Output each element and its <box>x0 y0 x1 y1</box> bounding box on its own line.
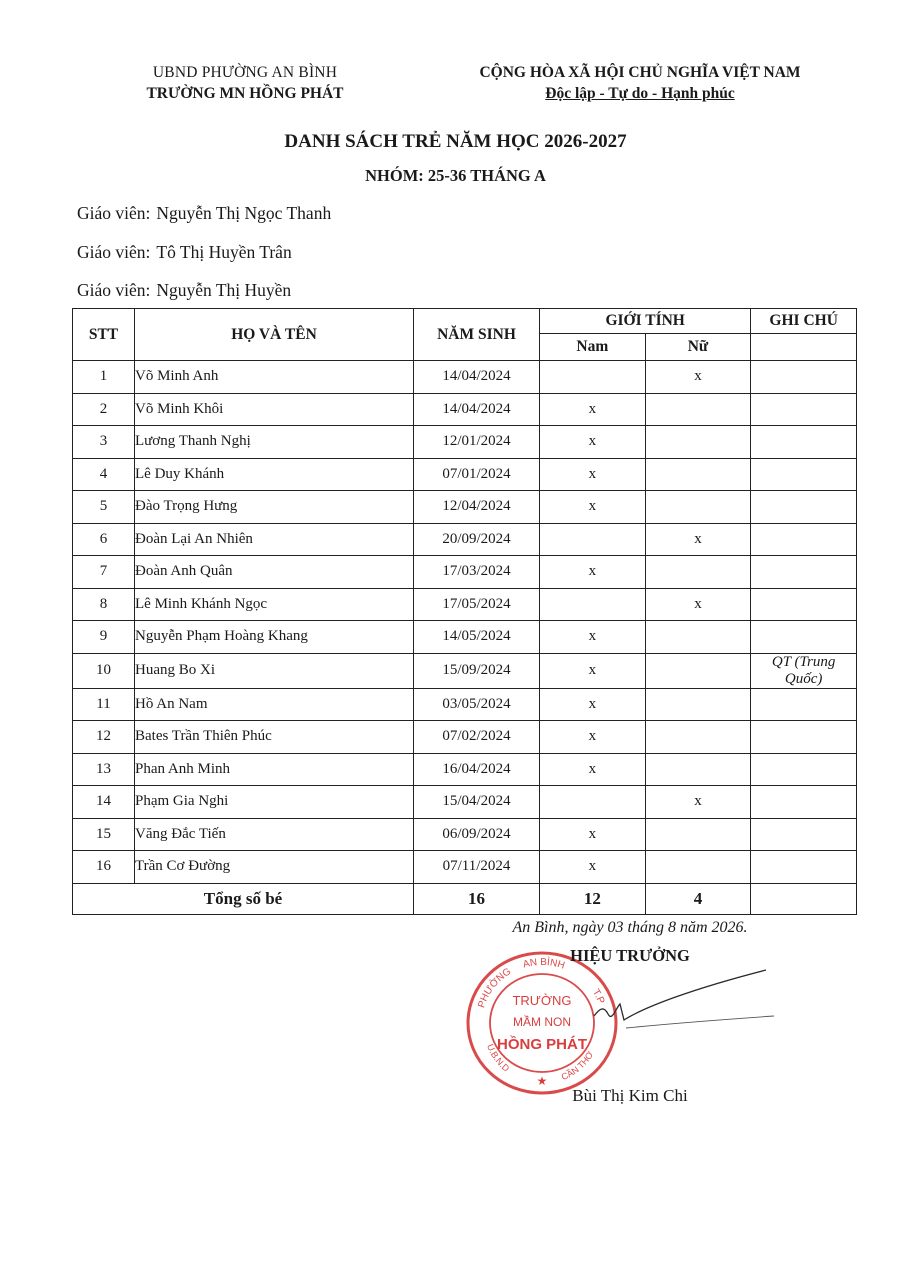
row-name: Phạm Gia Nghi <box>135 786 414 819</box>
teacher-name: Tô Thị Huyền Trân <box>156 242 292 262</box>
col-header-female: Nữ <box>645 334 751 361</box>
row-name: Bates Trần Thiên Phúc <box>135 721 414 754</box>
row-male <box>540 588 646 621</box>
table-row <box>73 588 857 621</box>
row-dob: 03/05/2024 <box>414 688 540 721</box>
row-name: Trần Cơ Đường <box>135 851 414 884</box>
table-row <box>73 818 857 851</box>
row-note <box>751 393 857 426</box>
teacher-line <box>77 203 337 224</box>
row-note <box>751 556 857 589</box>
total-label: Tổng số bé <box>73 883 414 914</box>
national-motto: Độc lập - Tự do - Hạnh phúc <box>545 85 735 102</box>
row-note <box>751 721 857 754</box>
teacher-name: Nguyễn Thị Ngọc Thanh <box>156 203 332 223</box>
row-female <box>645 688 751 721</box>
teacher-line <box>77 242 298 263</box>
principal-title: HIỆU TRƯỞNG <box>570 946 690 965</box>
row-stt: 10 <box>73 653 135 688</box>
row-dob: 14/05/2024 <box>414 621 540 654</box>
row-male: x <box>540 556 646 589</box>
row-female <box>645 393 751 426</box>
row-stt: 13 <box>73 753 135 786</box>
row-stt: 7 <box>73 556 135 589</box>
row-name: Đoàn Lại An Nhiên <box>135 523 414 556</box>
row-female <box>645 721 751 754</box>
total-female: 4 <box>645 883 751 914</box>
header-left <box>100 62 390 104</box>
country-name: CỘNG HÒA XÃ HỘI CHỦ NGHĨA VIỆT NAM <box>479 64 801 81</box>
row-name: Võ Minh Khôi <box>135 393 414 426</box>
row-male: x <box>540 458 646 491</box>
row-female: x <box>645 523 751 556</box>
row-male: x <box>540 426 646 459</box>
row-male <box>540 523 646 556</box>
row-female <box>645 621 751 654</box>
row-stt: 12 <box>73 721 135 754</box>
date-line: An Bình, ngày 03 tháng 8 năm 2026. <box>512 919 748 936</box>
group-subtitle: NHÓM: 25-36 THÁNG A <box>365 166 546 185</box>
row-note <box>751 621 857 654</box>
row-stt: 9 <box>73 621 135 654</box>
row-dob: 15/09/2024 <box>414 653 540 688</box>
table-row <box>73 621 857 654</box>
row-note: QT (Trung Quốc) <box>751 653 857 688</box>
row-female <box>645 753 751 786</box>
row-name: Nguyễn Phạm Hoàng Khang <box>135 621 414 654</box>
row-note <box>751 426 857 459</box>
row-male: x <box>540 491 646 524</box>
row-female <box>645 818 751 851</box>
row-dob: 12/01/2024 <box>414 426 540 459</box>
row-stt: 2 <box>73 393 135 426</box>
col-header-male: Nam <box>540 334 646 361</box>
star-icon: ★ <box>536 1074 548 1088</box>
row-dob: 17/05/2024 <box>414 588 540 621</box>
stamp-ring-bottom-right: CẦN THƠ <box>559 1049 596 1083</box>
table-row <box>73 721 857 754</box>
table-row <box>73 688 857 721</box>
table-row <box>73 426 857 459</box>
row-stt: 11 <box>73 688 135 721</box>
row-note <box>751 491 857 524</box>
issuing-authority: UBND PHƯỜNG AN BÌNH <box>152 64 338 81</box>
table-row <box>73 361 857 394</box>
col-header-dob: NĂM SINH <box>414 309 540 361</box>
row-name: Đào Trọng Hưng <box>135 491 414 524</box>
table-row <box>73 653 857 688</box>
col-header-gender: GIỚI TÍNH <box>540 309 751 334</box>
row-female <box>645 556 751 589</box>
table-row <box>73 491 857 524</box>
row-note <box>751 458 857 491</box>
row-male: x <box>540 851 646 884</box>
row-dob: 12/04/2024 <box>414 491 540 524</box>
document-title: DANH SÁCH TRẺ NĂM HỌC 2026-2027 <box>284 131 627 152</box>
row-dob: 07/01/2024 <box>414 458 540 491</box>
table-row <box>73 458 857 491</box>
row-dob: 06/09/2024 <box>414 818 540 851</box>
row-dob: 16/04/2024 <box>414 753 540 786</box>
row-note <box>751 753 857 786</box>
row-stt: 4 <box>73 458 135 491</box>
principal-name: Bùi Thị Kim Chi <box>572 1086 688 1105</box>
row-male: x <box>540 621 646 654</box>
stamp-line-2: MẦM NON <box>513 1015 571 1029</box>
teacher-label: Giáo viên: <box>77 203 151 223</box>
row-stt: 1 <box>73 361 135 394</box>
row-note <box>751 688 857 721</box>
col-header-stt: STT <box>73 309 135 361</box>
row-stt: 6 <box>73 523 135 556</box>
row-dob: 20/09/2024 <box>414 523 540 556</box>
col-header-name: HỌ VÀ TÊN <box>135 309 414 361</box>
row-name: Phan Anh Minh <box>135 753 414 786</box>
row-name: Đoàn Anh Quân <box>135 556 414 589</box>
row-dob: 15/04/2024 <box>414 786 540 819</box>
row-name: Võ Minh Anh <box>135 361 414 394</box>
row-note <box>751 786 857 819</box>
teacher-label: Giáo viên: <box>77 280 151 300</box>
stamp-line-1: TRƯỜNG <box>512 993 572 1008</box>
row-male: x <box>540 753 646 786</box>
stamp-ring-bottom: U.B.N.D <box>484 1042 512 1074</box>
signature-mark <box>586 968 776 1038</box>
row-name: Huang Bo Xi <box>135 653 414 688</box>
row-male <box>540 361 646 394</box>
table-row <box>73 556 857 589</box>
row-male: x <box>540 393 646 426</box>
teacher-line <box>77 280 297 301</box>
row-dob: 07/02/2024 <box>414 721 540 754</box>
children-table <box>72 308 857 915</box>
row-dob: 14/04/2024 <box>414 361 540 394</box>
stamp-line-3: HỒNG PHÁT <box>497 1036 587 1053</box>
row-note <box>751 523 857 556</box>
row-female: x <box>645 588 751 621</box>
total-male: 12 <box>540 883 646 914</box>
row-female <box>645 491 751 524</box>
row-female: x <box>645 786 751 819</box>
table-row <box>73 851 857 884</box>
row-stt: 8 <box>73 588 135 621</box>
row-note <box>751 588 857 621</box>
row-female <box>645 458 751 491</box>
stamp-ring-top: AN BÌNH <box>521 956 566 972</box>
table-row <box>73 753 857 786</box>
table-body <box>73 361 857 884</box>
row-name: Lê Duy Khánh <box>135 458 414 491</box>
row-stt: 14 <box>73 786 135 819</box>
row-note <box>751 851 857 884</box>
total-note <box>751 883 857 914</box>
row-male: x <box>540 653 646 688</box>
row-female <box>645 426 751 459</box>
row-note <box>751 818 857 851</box>
row-stt: 15 <box>73 818 135 851</box>
total-row <box>73 883 857 914</box>
row-male: x <box>540 721 646 754</box>
row-female <box>645 851 751 884</box>
row-name: Hồ An Nam <box>135 688 414 721</box>
stamp-ring-left: PHƯỜNG <box>476 966 514 1010</box>
row-dob: 14/04/2024 <box>414 393 540 426</box>
row-dob: 07/11/2024 <box>414 851 540 884</box>
school-name: TRƯỜNG MN HỒNG PHÁT <box>146 85 344 102</box>
row-stt: 16 <box>73 851 135 884</box>
row-male: x <box>540 818 646 851</box>
row-male <box>540 786 646 819</box>
row-name: Lê Minh Khánh Ngọc <box>135 588 414 621</box>
header-right <box>430 62 850 104</box>
row-name: Văng Đắc Tiến <box>135 818 414 851</box>
row-dob: 17/03/2024 <box>414 556 540 589</box>
col-header-note-blank <box>751 334 857 361</box>
table-row <box>73 523 857 556</box>
row-note <box>751 361 857 394</box>
table-row <box>73 786 857 819</box>
table-row <box>73 393 857 426</box>
row-stt: 5 <box>73 491 135 524</box>
row-male: x <box>540 688 646 721</box>
teacher-label: Giáo viên: <box>77 242 151 262</box>
stamp-ring-right: T.P <box>589 987 607 1006</box>
row-stt: 3 <box>73 426 135 459</box>
row-name: Lương Thanh Nghị <box>135 426 414 459</box>
row-female <box>645 653 751 688</box>
teacher-name: Nguyễn Thị Huyền <box>156 280 292 300</box>
row-female: x <box>645 361 751 394</box>
total-count: 16 <box>414 883 540 914</box>
col-header-note: GHI CHÚ <box>751 309 857 334</box>
